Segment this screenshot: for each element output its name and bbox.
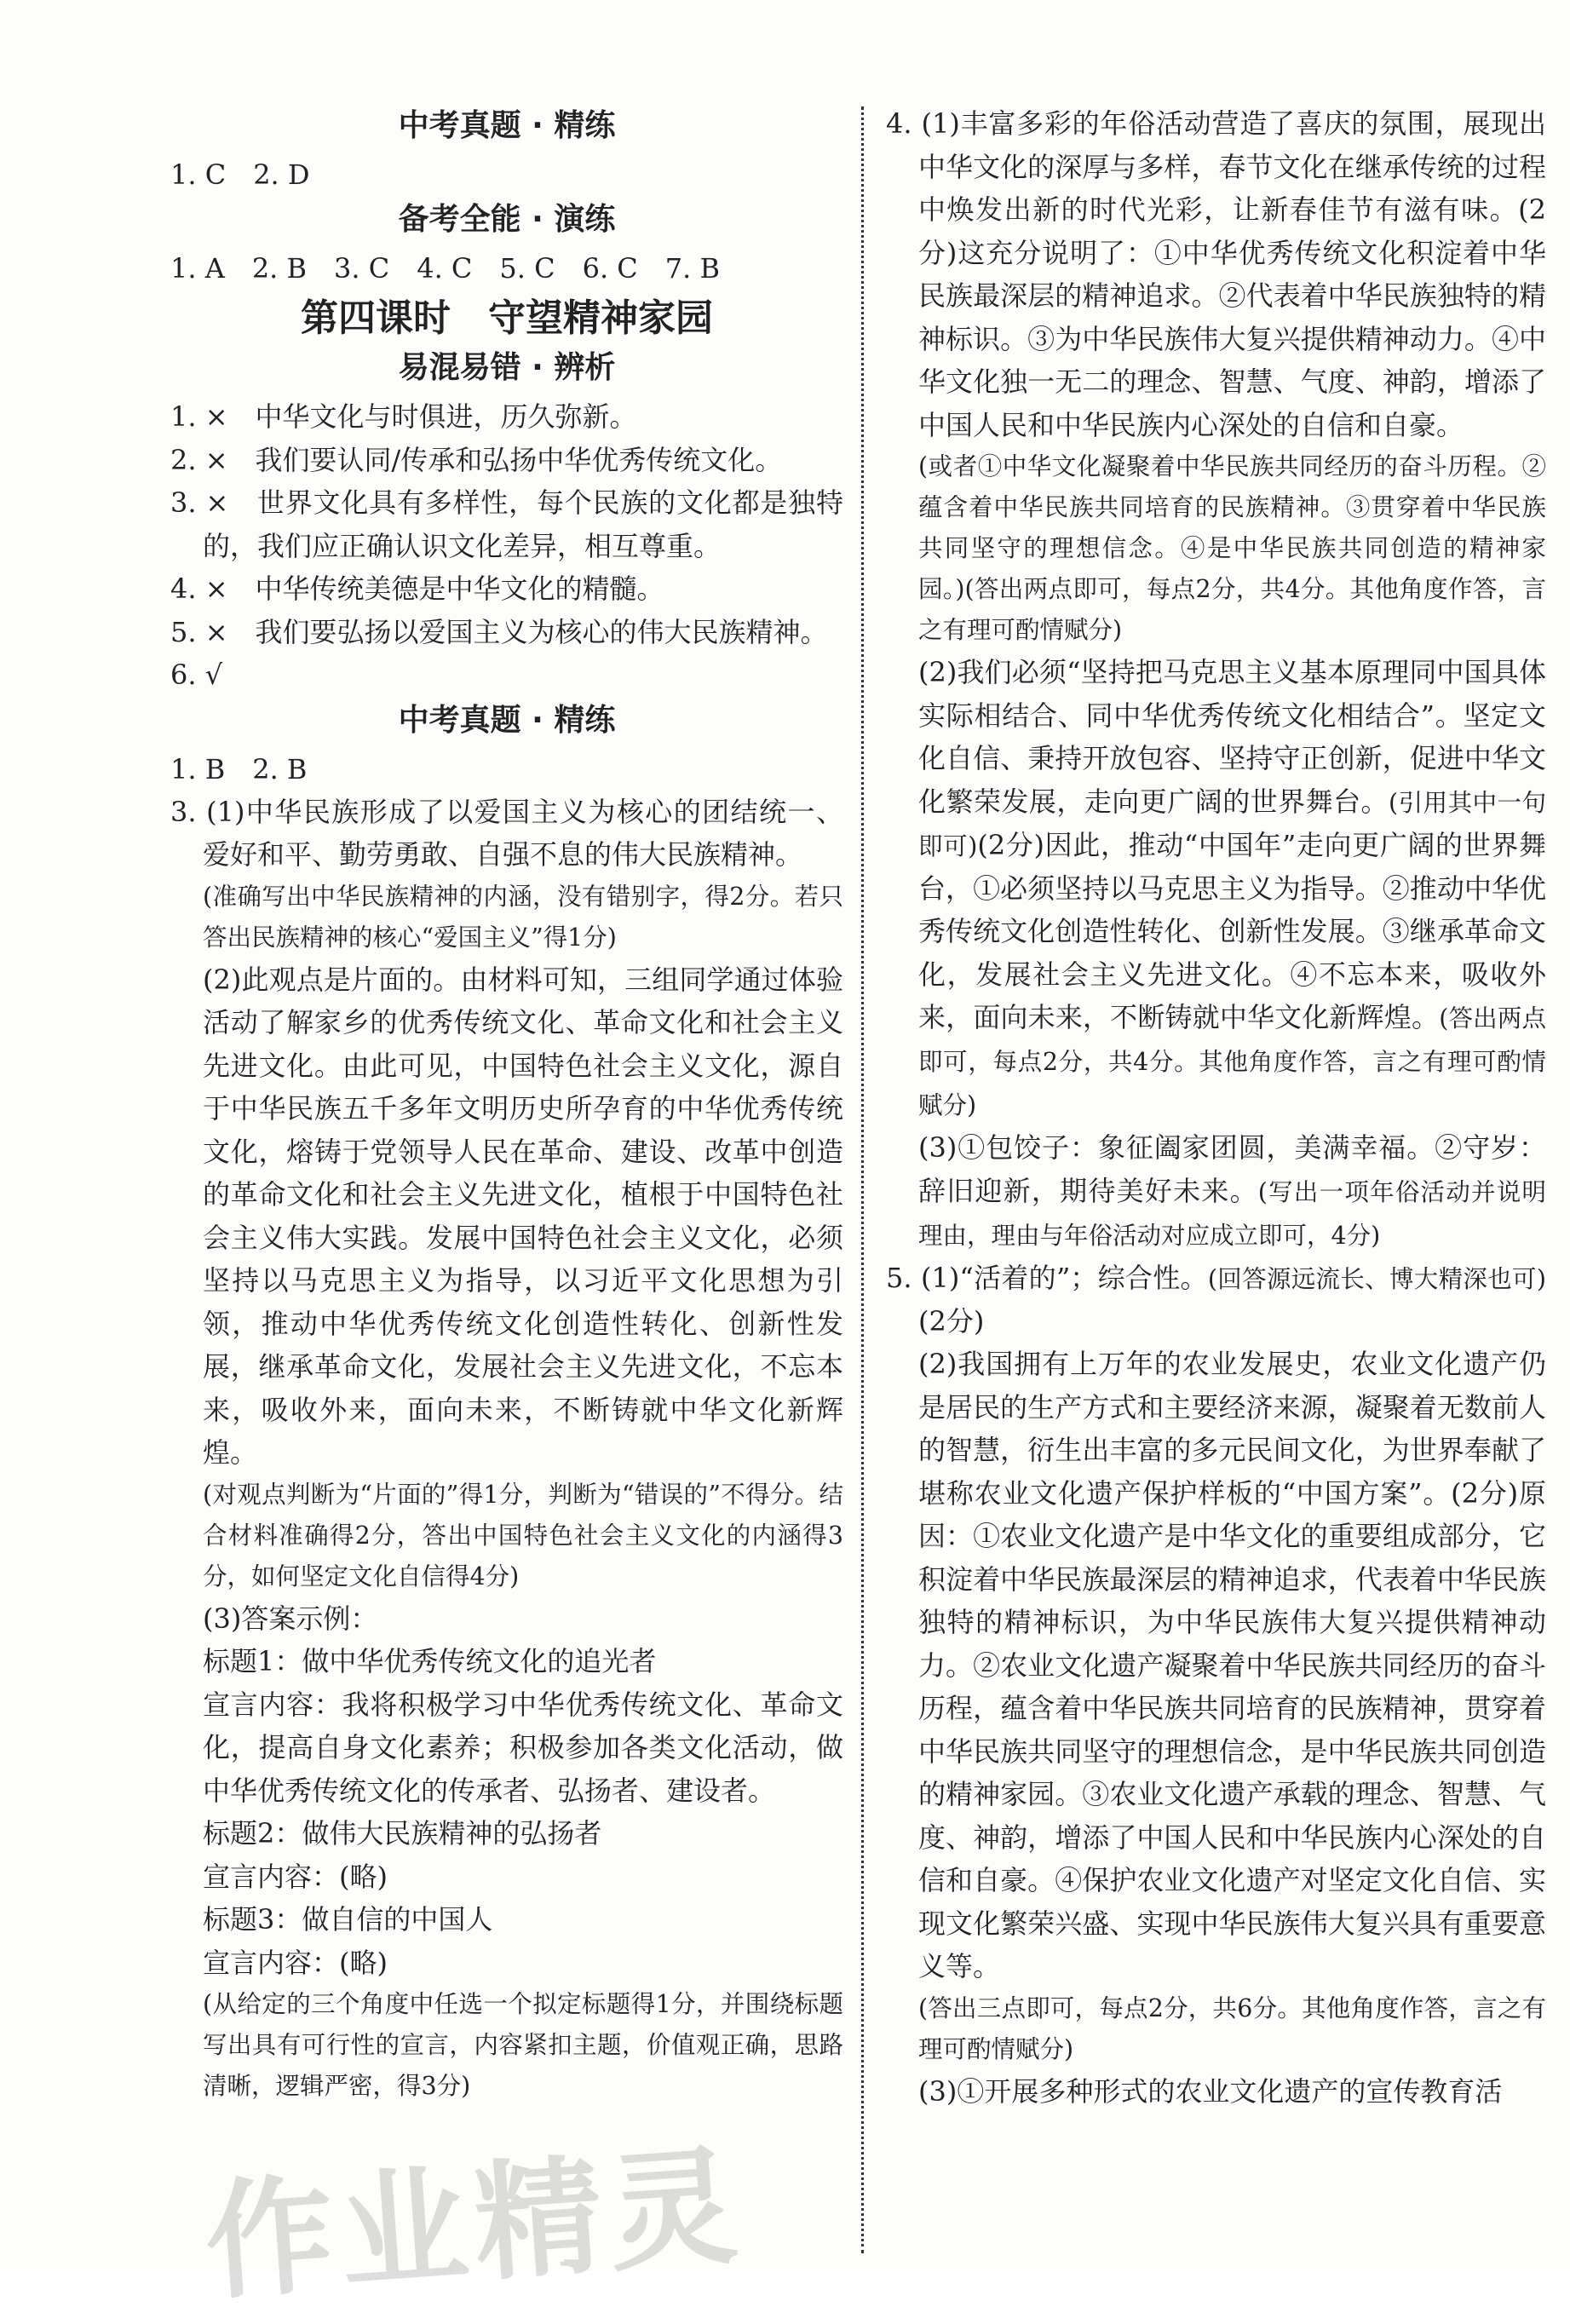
left-column [170, 102, 843, 2107]
judgement-item: 3. × 世界文化具有多样性，每个民族的文化都是独特的，我们应正确认识文化差异，相互尊重。 [170, 486, 843, 562]
answer-line: 1. A 2. B 3. C 4. C 5. C 6. C 7. B [170, 252, 721, 285]
column-divider [861, 106, 864, 2253]
q4-3-text: (3)①包饺子：象征阖家团圆，美满幸福。②守岁：辞旧迎新，期待美好未来。 [918, 1131, 1546, 1207]
scoring-note: (答出两点即可，每点2分，共4分。其他角度作答，言之有理可酌情赋分) [918, 1004, 1546, 1119]
example-title: 标题1：做中华优秀传统文化的追光者 [203, 1645, 657, 1677]
watermark-logo: 作业精灵 [200, 2132, 749, 2318]
scoring-note: (从给定的三个角度中任选一个拟定标题得1分，并围绕标题写出具有可行性的宣言，内容紧扣主题，价值观正确，思路清晰，逻辑严密，得3分) [203, 1990, 843, 2100]
scoring-note: (回答源远流长、博大精深也可) [1207, 1264, 1546, 1293]
answer-line: 1. B 2. B [170, 752, 308, 785]
q4-2-text-b: (2分)因此，推动“中国年”走向更广阔的世界舞台，①必须坚持以马克思主义为指导。②推动中华优秀传统文化创造性转化、创新性发展。③继承革命文化，发展社会主义先进文化。④不忘本来，吸收外来，面向未来，不断铸就中华文化新辉煌。 [918, 828, 1546, 1033]
question-5-part-1 [886, 1257, 1546, 1343]
example-content: 宣言内容：我将积极学习中华优秀传统文化、革命文化，提高自身文化素养；积极参加各类文化活动，做中华优秀传统文化的传承者、弘扬者、建设者。 [203, 1688, 843, 1807]
example-title: 标题3：做自信的中国人 [203, 1903, 493, 1936]
question-4-part-2 [886, 651, 1546, 1126]
q5-1-score: (2分) [918, 1304, 985, 1337]
scoring-note: (或者①中华文化凝聚着中华民族共同经历的奋斗历程。②蕴含着中华民族共同培育的民族精神。③贯穿着中华民族共同坚守的理想信念。④是中华民族共同创造的精神家园。)(答出两点即可，每点2分，共4分。其他角度作答，言之有理可酌情赋分) [918, 452, 1546, 644]
question-3-part-1: 3. (1)中华民族形成了以爱国主义为核心的团结统一、爱好和平、勤劳勇敢、自强不息的伟大民族精神。 [170, 795, 843, 871]
scoring-note: (对观点判断为“片面的”得1分，判断为“错误的”不得分。结合材料准确得2分，答出中国特色社会主义文化的内涵得3分，如何坚定文化自信得4分) [203, 1480, 843, 1591]
example-content: 宣言内容：(略) [203, 1946, 388, 1979]
question-5-part-2: (2)我国拥有上万年的农业发展史，农业文化遗产仍是居民的生产方式和主要经济来源，凝聚着无数前人的智慧，衍生出丰富的多元民间文化，为世界奉献了堪称农业文化遗产保护样板的“中国方案”。(2分)原因：①农业文化遗产是中华文化的重要组成部分，它积淀着中华民族最深层的精神追求，代表着中华民族独特的精神标识，为中华民族伟大复兴提供精神动力。②农业文化遗产凝聚着中华民族共同经历的奋斗历程，蕴含着中华民族共同培育的民族精神，贯穿着中华民族共同坚守的理想信念，是中华民族共同创造的精神家园。③农业文化遗产承载的理念、智慧、气度、神韵，增添了中国人民和中华民族内心深处的自信和自豪。④保护农业文化遗产对坚定文化自信、实现文化繁荣兴盛、实现中华民族伟大复兴具有重要意义等。 [918, 1348, 1546, 1982]
judgement-item: 1. × 中华文化与时俱进，历久弥新。 [170, 400, 637, 433]
section-heading: 中考真题 · 精练 [398, 108, 616, 143]
section-heading: 中考真题 · 精练 [398, 702, 616, 738]
question-5-part-3: (3)①开展多种形式的农业文化遗产的宣传教育活 [918, 2074, 1503, 2108]
question-4-part-1: 4. (1)丰富多彩的年俗活动营造了喜庆的氛围，展现出中华文化的深厚与多样，春节文化在继承传统的过程中焕发出新的时代光彩，让新春佳节有滋有味。(2分)这充分说明了：①中华优秀传统文化积淀着中华民族最深层的精神追求。②代表着中华民族独特的精神标识。③为中华民族伟大复兴提供精神动力。④中华文化独一无二的理念、智慧、气度、神韵，增添了中国人民和中华民族内心深处的自信和自豪。 [886, 107, 1546, 441]
question-3-part-3: (3)答案示例： [203, 1602, 378, 1635]
section-heading: 易混易错 · 辨析 [398, 350, 616, 385]
q4-2-text: (2)我们必须“坚持把马克思主义基本原理同中国具体实际相结合、同中华优秀传统文化相结合”。坚定文化自信、秉持开放包容、坚持守正创新，促进中华文化繁荣发展，走向更广阔的世界舞台。 [918, 656, 1546, 818]
judgement-item: 6. √ [170, 659, 223, 691]
scoring-note: (准确写出中华民族精神的内涵，没有错别字，得2分。若只答出民族精神的核心“爱国主义”得1分) [203, 882, 843, 952]
question-3-part-2: (2)此观点是片面的。由材料可知，三组同学通过体验活动了解家乡的优秀传统文化、革命文化和社会主义先进文化。由此可见，中国特色社会主义文化，源自于中华民族五千多年文明历史所孕育的中华优秀传统文化，熔铸于党领导人民在革命、建设、改革中创造的革命文化和社会主义先进文化，植根于中国特色社会主义伟大实践。发展中国特色社会主义文化，必须坚持以马克思主义为指导，以习近平文化思想为引领，推动中华优秀传统文化创造性转化、创新性发展，继承革命文化，发展社会主义先进文化，不忘本来，吸收外来，面向未来，不断铸就中华文化新辉煌。 [203, 963, 843, 1469]
example-content: 宣言内容：(略) [203, 1860, 388, 1893]
q5-1-text: 5. (1)“活着的”；综合性。 [886, 1261, 1208, 1294]
example-title: 标题2：做伟大民族精神的弘扬者 [203, 1817, 602, 1849]
judgement-item: 5. × 我们要弘扬以爱国主义为核心的伟大民族精神。 [170, 615, 828, 648]
judgement-item: 2. × 我们要认同/传承和弘扬中华优秀传统文化。 [170, 443, 783, 476]
question-4-part-3 [886, 1126, 1546, 1257]
scoring-note: (写出一项年俗活动并说明理由，理由与年俗活动对应成立即可，4分) [918, 1177, 1546, 1250]
scoring-note: (引用其中一句即可) [918, 788, 1546, 860]
answer-line: 1. C 2. D [170, 158, 310, 191]
scoring-note: (答出三点即可，每点2分，共6分。其他角度作答，言之有理可酌情赋分) [918, 1993, 1546, 2063]
lesson-title: 第四课时 守望精神家园 [301, 296, 713, 340]
section-heading: 备考全能 · 演练 [398, 202, 616, 237]
judgement-item: 4. × 中华传统美德是中华文化的精髓。 [170, 572, 664, 605]
right-column [886, 102, 1546, 2113]
